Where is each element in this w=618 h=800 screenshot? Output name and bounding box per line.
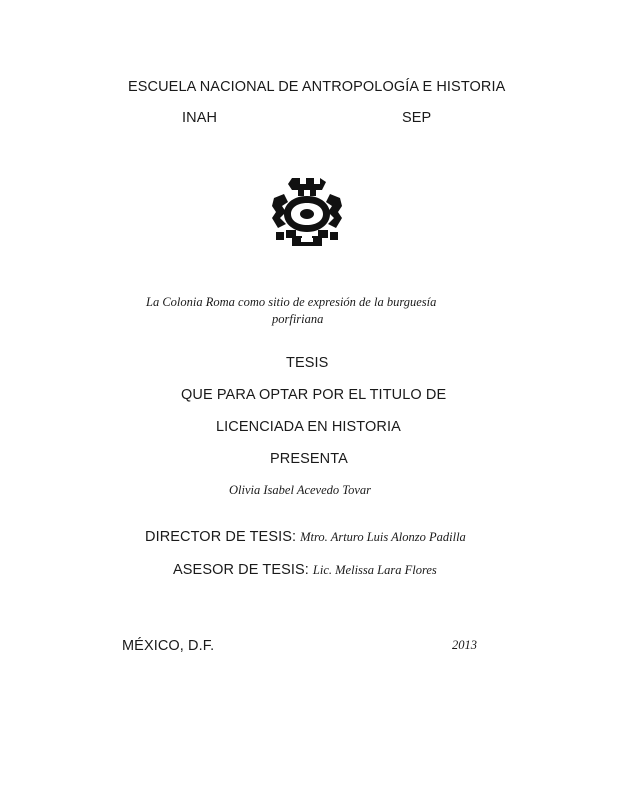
institution-name: ESCUELA NACIONAL DE ANTROPOLOGÍA E HISTORIA <box>128 79 506 95</box>
place-of-publication: MÉXICO, D.F. <box>122 638 215 654</box>
presents-label: PRESENTA <box>270 451 348 467</box>
document-type-label: TESIS <box>286 355 329 371</box>
author-name: Olivia Isabel Acevedo Tovar <box>229 483 371 497</box>
thesis-director-line <box>145 528 466 546</box>
publication-year: 2013 <box>452 638 477 652</box>
degree-name-line: LICENCIADA EN HISTORIA <box>216 419 401 435</box>
advisor-name: Lic. Melissa Lara Flores <box>312 563 437 577</box>
advisor-label: ASESOR DE TESIS: <box>173 562 309 578</box>
org-inah: INAH <box>182 110 218 126</box>
director-name: Mtro. Arturo Luis Alonzo Padilla <box>300 530 466 544</box>
inah-emblem-icon <box>270 176 344 248</box>
thesis-advisor-line <box>173 561 437 579</box>
thesis-title-line-2: porfiriana <box>272 312 324 326</box>
org-sep: SEP <box>402 110 432 126</box>
degree-purpose-line: QUE PARA OPTAR POR EL TITULO DE <box>181 387 447 403</box>
director-label: DIRECTOR DE TESIS: <box>145 529 297 545</box>
thesis-title-line-1: La Colonia Roma como sitio de expresión de la burguesía <box>146 295 437 309</box>
